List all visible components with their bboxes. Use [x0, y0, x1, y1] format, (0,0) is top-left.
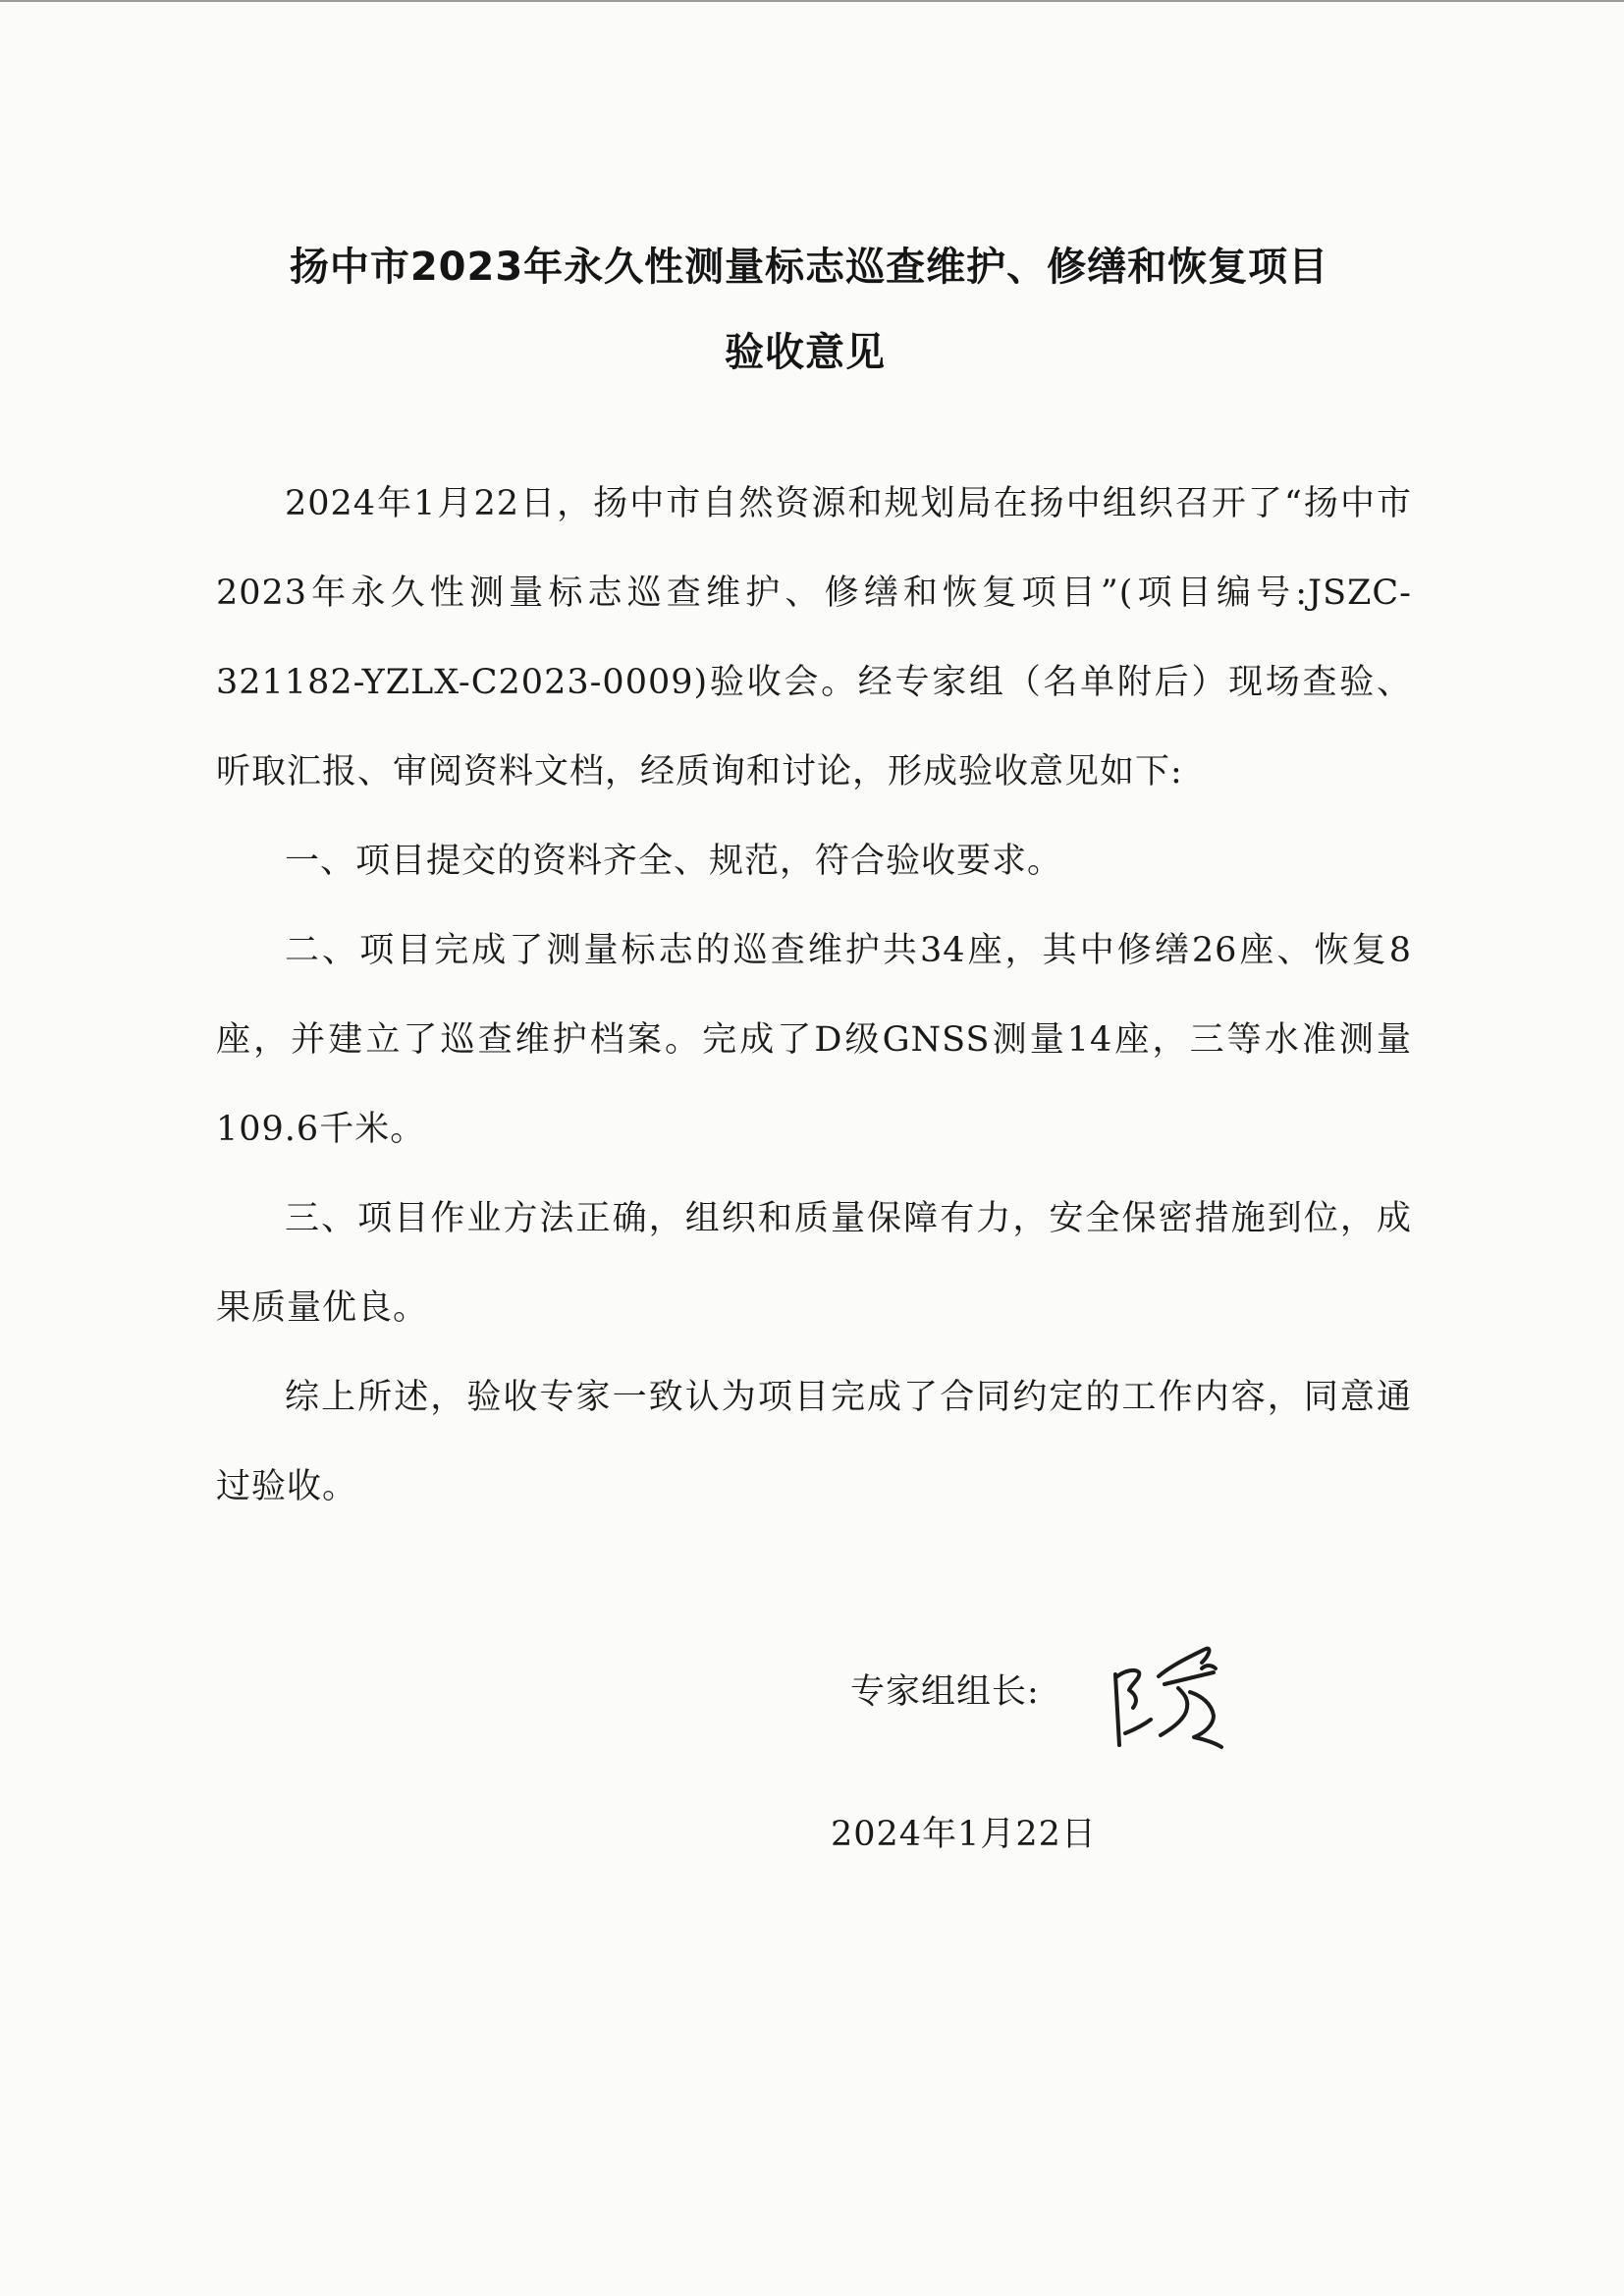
document-body: [216, 460, 1412, 1532]
handwritten-signature: [1096, 1635, 1263, 1753]
document-title: 扬中市2023年永久性测量标志巡查维护、修缮和恢复项目: [289, 245, 1329, 290]
signature-block: [850, 1635, 1263, 1753]
paragraph-item-2: 二、项目完成了测量标志的巡查维护共34座，其中修缮26座、恢复8座，并建立了巡查维护档案。完成了D级GNSS测量14座，三等水准测量109.6千米。: [216, 931, 1412, 1149]
page-top-edge: [0, 0, 1624, 2]
paragraph-item-1: 一、项目提交的资料齐全、规范，符合验收要求。: [285, 842, 1063, 881]
paragraph-conclusion: 综上所述，验收专家一致认为项目完成了合同约定的工作内容，同意通过验收。: [216, 1378, 1412, 1506]
paragraph-item-3: 三、项目作业方法正确，组织和质量保障有力，安全保密措施到位，成果质量优良。: [216, 1199, 1412, 1328]
document-subtitle: 验收意见: [725, 330, 886, 375]
paragraph-intro: 2024年1月22日，扬中市自然资源和规划局在扬中组织召开了“扬中市2023年永久性测量标志巡查维护、修缮和恢复项目”(项目编号:JSZC-321182-YZLX-C2023-0009)验收会。经专家组（名单附后）现场查验、听取汇报、审阅资料文档，经质询和讨论，形成验收意见如下:: [216, 484, 1412, 792]
signature-label: 专家组组长:: [850, 1672, 1040, 1712]
document-date: 2024年1月22日: [831, 1815, 1097, 1854]
